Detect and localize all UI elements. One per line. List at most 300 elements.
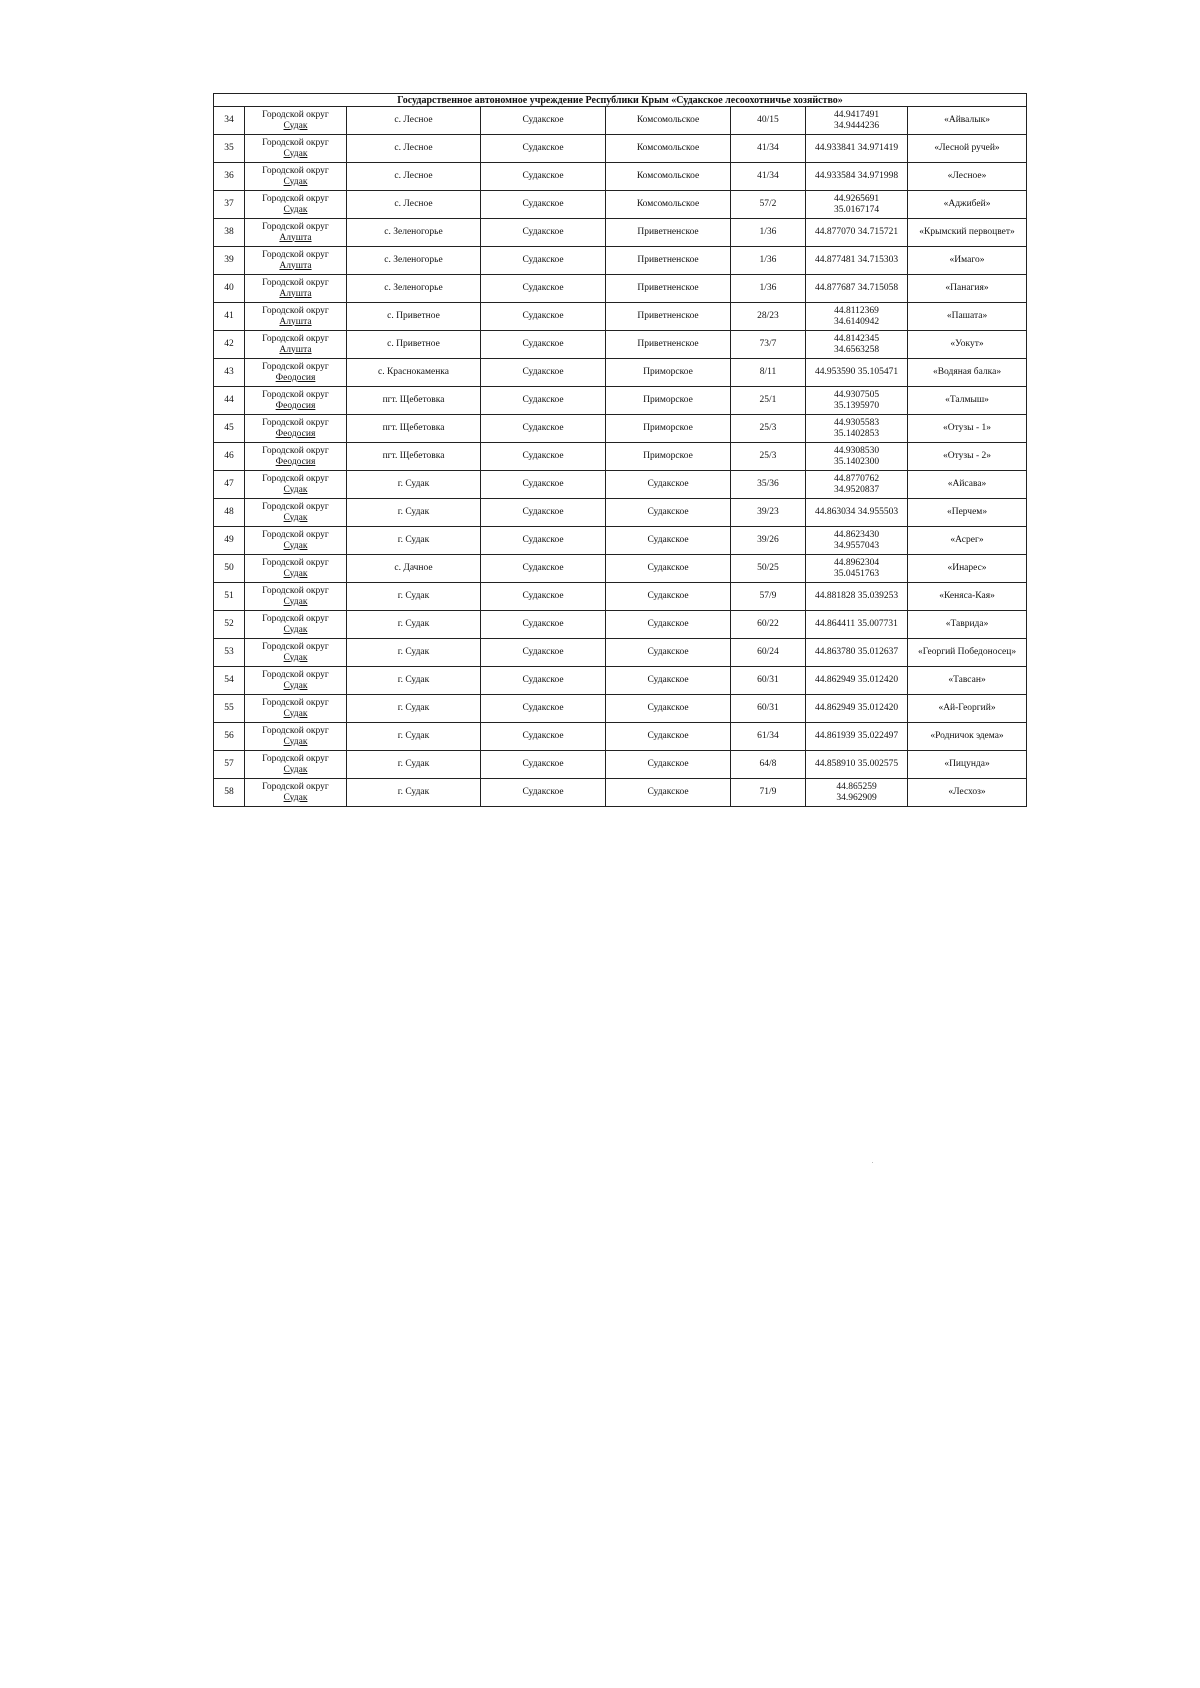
row-number: 47 <box>214 471 245 499</box>
section-cell: Судакское <box>606 555 731 583</box>
district-cell-line: Городской округ <box>262 782 329 792</box>
table-row <box>214 583 1027 611</box>
block-cell: 1/36 <box>731 247 806 275</box>
section-cell: Комсомольское <box>606 107 731 135</box>
district-cell <box>245 359 347 387</box>
locality-cell: пгт. Щебетовка <box>347 387 481 415</box>
district-cell-line: Городской округ <box>262 138 329 148</box>
coordinates-cell <box>806 415 908 443</box>
forestry-cell: Судакское <box>481 639 606 667</box>
forestry-cell: Судакское <box>481 387 606 415</box>
forestry-cell: Судакское <box>481 695 606 723</box>
object-name-cell: «Аджибей» <box>908 191 1027 219</box>
coordinates-cell-line: 44.8962304 <box>833 558 880 568</box>
coordinates-cell-line: 44.9417491 <box>833 110 880 120</box>
district-cell-line: Алушта <box>279 232 312 243</box>
block-cell: 41/34 <box>731 135 806 163</box>
row-number: 37 <box>214 191 245 219</box>
block-cell: 73/7 <box>731 331 806 359</box>
district-cell-line: Судак <box>283 568 308 579</box>
block-cell: 57/2 <box>731 191 806 219</box>
coordinates-cell-line: 34.6140942 <box>833 316 880 327</box>
section-cell: Приморское <box>606 387 731 415</box>
section-cell: Судакское <box>606 667 731 695</box>
coordinates-cell-line: 44.862949 35.012420 <box>814 675 899 686</box>
district-cell-line: Судак <box>283 792 308 803</box>
locality-cell: г. Судак <box>347 695 481 723</box>
coordinates-cell <box>806 219 908 247</box>
coordinates-cell <box>806 303 908 331</box>
locality-cell: с. Зеленогорье <box>347 275 481 303</box>
coordinates-cell-line: 44.863780 35.012637 <box>814 647 899 658</box>
district-cell <box>245 639 347 667</box>
coordinates-cell-line: 34.6563258 <box>833 344 880 355</box>
district-cell-line: Судак <box>283 680 308 691</box>
table-row <box>214 499 1027 527</box>
block-cell: 39/23 <box>731 499 806 527</box>
district-cell-line: Судак <box>283 736 308 747</box>
locality-cell: с. Приветное <box>347 331 481 359</box>
section-cell: Приморское <box>606 359 731 387</box>
object-name-cell: «Таврида» <box>908 611 1027 639</box>
row-number: 43 <box>214 359 245 387</box>
table-title: Государственное автономное учреждение Республики Крым «Судакское лесоохотничье хозяйство» <box>214 94 1027 107</box>
locality-cell: г. Судак <box>347 471 481 499</box>
coordinates-cell-line: 44.863034 34.955503 <box>814 507 899 518</box>
coordinates-cell-line: 34.9520837 <box>833 484 880 495</box>
coordinates-cell-line: 44.861939 35.022497 <box>814 731 899 742</box>
coordinates-cell <box>806 639 908 667</box>
district-cell <box>245 779 347 807</box>
forestry-cell: Судакское <box>481 527 606 555</box>
block-cell: 71/9 <box>731 779 806 807</box>
section-cell: Приветненское <box>606 247 731 275</box>
district-cell-line: Городской округ <box>262 194 329 204</box>
block-cell: 50/25 <box>731 555 806 583</box>
section-cell: Судакское <box>606 499 731 527</box>
district-cell <box>245 471 347 499</box>
district-cell-line: Городской округ <box>262 670 329 680</box>
locality-cell: г. Судак <box>347 723 481 751</box>
coordinates-cell-line: 35.0167174 <box>833 204 880 215</box>
row-number: 42 <box>214 331 245 359</box>
block-cell: 60/24 <box>731 639 806 667</box>
district-cell-line: Судак <box>283 148 308 159</box>
coordinates-cell <box>806 107 908 135</box>
locality-cell: с. Зеленогорье <box>347 219 481 247</box>
row-number: 38 <box>214 219 245 247</box>
row-number: 53 <box>214 639 245 667</box>
district-cell <box>245 303 347 331</box>
district-cell-line: Городской округ <box>262 110 329 120</box>
table-row <box>214 751 1027 779</box>
row-number: 56 <box>214 723 245 751</box>
coordinates-cell <box>806 387 908 415</box>
table-row <box>214 611 1027 639</box>
district-cell-line: Судак <box>283 624 308 635</box>
coordinates-cell <box>806 135 908 163</box>
object-name-cell: «Лесной ручей» <box>908 135 1027 163</box>
object-name-cell: «Асрег» <box>908 527 1027 555</box>
coordinates-cell-line: 44.9307505 <box>833 390 880 400</box>
coordinates-cell-line: 44.862949 35.012420 <box>814 703 899 714</box>
district-cell-line: Судак <box>283 512 308 523</box>
table-row <box>214 471 1027 499</box>
object-name-cell: «Пашата» <box>908 303 1027 331</box>
district-cell-line: Городской округ <box>262 362 329 372</box>
coordinates-cell-line: 35.1395970 <box>833 400 880 411</box>
district-cell-line: Феодосия <box>275 400 316 411</box>
district-cell-line: Судак <box>283 708 308 719</box>
row-number: 50 <box>214 555 245 583</box>
section-cell: Судакское <box>606 527 731 555</box>
object-name-cell: «Айсава» <box>908 471 1027 499</box>
block-cell: 8/11 <box>731 359 806 387</box>
district-cell <box>245 695 347 723</box>
coordinates-cell-line: 44.877070 34.715721 <box>814 227 899 238</box>
scan-speck <box>872 1162 873 1163</box>
table-row <box>214 443 1027 471</box>
table-title-row <box>214 94 1027 107</box>
table-row <box>214 527 1027 555</box>
district-cell <box>245 191 347 219</box>
district-cell-line: Городской округ <box>262 558 329 568</box>
coordinates-cell <box>806 163 908 191</box>
object-name-cell: «Отузы - 2» <box>908 443 1027 471</box>
district-cell <box>245 555 347 583</box>
coordinates-cell-line: 44.953590 35.105471 <box>814 367 899 378</box>
coordinates-cell-line: 44.865259 <box>836 782 877 792</box>
table-row <box>214 359 1027 387</box>
forestry-cell: Судакское <box>481 247 606 275</box>
object-name-cell: «Айвалык» <box>908 107 1027 135</box>
block-cell: 1/36 <box>731 275 806 303</box>
locality-cell: с. Лесное <box>347 191 481 219</box>
object-name-cell: «Тавсан» <box>908 667 1027 695</box>
district-cell-line: Городской округ <box>262 586 329 596</box>
table-row <box>214 695 1027 723</box>
section-cell: Судакское <box>606 611 731 639</box>
district-cell-line: Алушта <box>279 288 312 299</box>
section-cell: Приморское <box>606 443 731 471</box>
coordinates-cell-line: 44.8112369 <box>834 306 879 316</box>
table-row <box>214 135 1027 163</box>
table-row <box>214 191 1027 219</box>
coordinates-cell <box>806 359 908 387</box>
object-name-cell: «Кеняса-Кая» <box>908 583 1027 611</box>
locality-cell: г. Судак <box>347 611 481 639</box>
object-name-cell: «Водяная балка» <box>908 359 1027 387</box>
district-cell-line: Судак <box>283 484 308 495</box>
coordinates-cell-line: 44.9305583 <box>833 418 880 428</box>
section-cell: Приветненское <box>606 219 731 247</box>
row-number: 40 <box>214 275 245 303</box>
section-cell: Комсомольское <box>606 163 731 191</box>
district-cell-line: Городской округ <box>262 278 329 288</box>
forestry-cell: Судакское <box>481 667 606 695</box>
coordinates-cell-line: 34.962909 <box>836 792 877 803</box>
district-cell <box>245 107 347 135</box>
object-name-cell: «Крымский первоцвет» <box>908 219 1027 247</box>
object-name-cell: «Имаго» <box>908 247 1027 275</box>
locality-cell: с. Краснокаменка <box>347 359 481 387</box>
forestry-cell: Судакское <box>481 443 606 471</box>
locality-cell: с. Лесное <box>347 163 481 191</box>
row-number: 52 <box>214 611 245 639</box>
locality-cell: с. Лесное <box>347 107 481 135</box>
coordinates-cell-line: 44.877687 34.715058 <box>814 283 899 294</box>
object-name-cell: «Ай-Георгий» <box>908 695 1027 723</box>
coordinates-cell <box>806 527 908 555</box>
coordinates-cell-line: 34.9444236 <box>833 120 880 131</box>
locality-cell: с. Зеленогорье <box>347 247 481 275</box>
coordinates-cell-line: 44.8623430 <box>833 530 880 540</box>
locality-cell: с. Лесное <box>347 135 481 163</box>
district-cell <box>245 751 347 779</box>
forestry-cell: Судакское <box>481 107 606 135</box>
district-cell-line: Городской округ <box>262 474 329 484</box>
row-number: 51 <box>214 583 245 611</box>
locality-cell: г. Судак <box>347 583 481 611</box>
forestry-cell: Судакское <box>481 135 606 163</box>
object-name-cell: «Инарес» <box>908 555 1027 583</box>
forestry-cell: Судакское <box>481 303 606 331</box>
district-cell-line: Феодосия <box>275 372 316 383</box>
forestry-cell: Судакское <box>481 331 606 359</box>
table-row <box>214 303 1027 331</box>
district-cell-line: Феодосия <box>275 456 316 467</box>
section-cell: Приветненское <box>606 331 731 359</box>
locality-cell: пгт. Щебетовка <box>347 443 481 471</box>
table-row <box>214 331 1027 359</box>
forestry-cell: Судакское <box>481 555 606 583</box>
section-cell: Судакское <box>606 583 731 611</box>
district-cell-line: Городской округ <box>262 390 329 400</box>
block-cell: 25/3 <box>731 443 806 471</box>
row-number: 45 <box>214 415 245 443</box>
section-cell: Судакское <box>606 639 731 667</box>
locality-cell: с. Дачное <box>347 555 481 583</box>
district-cell-line: Городской округ <box>262 166 329 176</box>
district-cell <box>245 499 347 527</box>
coordinates-cell-line: 44.9265691 <box>833 194 880 204</box>
district-cell-line: Городской округ <box>262 502 329 512</box>
district-cell <box>245 611 347 639</box>
district-cell-line: Городской округ <box>262 698 329 708</box>
district-cell <box>245 583 347 611</box>
table-row <box>214 387 1027 415</box>
coordinates-cell <box>806 611 908 639</box>
row-number: 44 <box>214 387 245 415</box>
section-cell: Комсомольское <box>606 191 731 219</box>
coordinates-cell <box>806 751 908 779</box>
district-cell-line: Алушта <box>279 344 312 355</box>
row-number: 41 <box>214 303 245 331</box>
locality-cell: г. Судак <box>347 527 481 555</box>
row-number: 46 <box>214 443 245 471</box>
coordinates-cell <box>806 191 908 219</box>
table-row <box>214 667 1027 695</box>
coordinates-cell-line: 44.8142345 <box>833 334 880 344</box>
table-row <box>214 639 1027 667</box>
district-cell <box>245 247 347 275</box>
district-cell <box>245 275 347 303</box>
coordinates-cell-line: 44.864411 35.007731 <box>815 619 898 630</box>
block-cell: 35/36 <box>731 471 806 499</box>
data-table <box>213 93 1027 807</box>
district-cell <box>245 219 347 247</box>
block-cell: 25/3 <box>731 415 806 443</box>
coordinates-cell <box>806 331 908 359</box>
table-row <box>214 275 1027 303</box>
district-cell-line: Городской округ <box>262 250 329 260</box>
district-cell-line: Судак <box>283 652 308 663</box>
coordinates-cell-line: 44.933841 34.971419 <box>814 143 899 154</box>
forestry-cell: Судакское <box>481 723 606 751</box>
section-cell: Судакское <box>606 471 731 499</box>
locality-cell: пгт. Щебетовка <box>347 415 481 443</box>
coordinates-cell <box>806 499 908 527</box>
district-cell <box>245 723 347 751</box>
row-number: 39 <box>214 247 245 275</box>
district-cell <box>245 163 347 191</box>
section-cell: Приветненское <box>606 303 731 331</box>
table-row <box>214 555 1027 583</box>
coordinates-cell-line: 44.877481 34.715303 <box>814 255 899 266</box>
forestry-cell: Судакское <box>481 751 606 779</box>
district-cell-line: Судак <box>283 764 308 775</box>
object-name-cell: «Панагия» <box>908 275 1027 303</box>
table-row <box>214 247 1027 275</box>
row-number: 57 <box>214 751 245 779</box>
forestry-cell: Судакское <box>481 415 606 443</box>
object-name-cell: «Лесное» <box>908 163 1027 191</box>
object-name-cell: «Родничок эдема» <box>908 723 1027 751</box>
district-cell-line: Городской округ <box>262 446 329 456</box>
coordinates-cell-line: 35.1402300 <box>833 456 880 467</box>
block-cell: 1/36 <box>731 219 806 247</box>
forestry-cell: Судакское <box>481 779 606 807</box>
district-cell <box>245 443 347 471</box>
section-cell: Судакское <box>606 723 731 751</box>
forestry-cell: Судакское <box>481 471 606 499</box>
forestry-cell: Судакское <box>481 499 606 527</box>
locality-cell: г. Судак <box>347 751 481 779</box>
forestry-cell: Судакское <box>481 583 606 611</box>
row-number: 36 <box>214 163 245 191</box>
coordinates-cell <box>806 471 908 499</box>
block-cell: 40/15 <box>731 107 806 135</box>
coordinates-cell <box>806 247 908 275</box>
block-cell: 60/31 <box>731 695 806 723</box>
table-row <box>214 723 1027 751</box>
district-cell-line: Городской округ <box>262 418 329 428</box>
district-cell-line: Городской округ <box>262 754 329 764</box>
block-cell: 64/8 <box>731 751 806 779</box>
block-cell: 25/1 <box>731 387 806 415</box>
table-row <box>214 415 1027 443</box>
district-cell-line: Городской округ <box>262 306 329 316</box>
object-name-cell: «Пицунда» <box>908 751 1027 779</box>
coordinates-cell <box>806 779 908 807</box>
row-number: 34 <box>214 107 245 135</box>
forestry-cell: Судакское <box>481 191 606 219</box>
coordinates-cell <box>806 583 908 611</box>
district-cell-line: Городской округ <box>262 642 329 652</box>
coordinates-cell <box>806 695 908 723</box>
locality-cell: г. Судак <box>347 779 481 807</box>
district-cell-line: Судак <box>283 204 308 215</box>
locality-cell: г. Судак <box>347 639 481 667</box>
block-cell: 61/34 <box>731 723 806 751</box>
object-name-cell: «Георгий Победоносец» <box>908 639 1027 667</box>
block-cell: 28/23 <box>731 303 806 331</box>
object-name-cell: «Уокут» <box>908 331 1027 359</box>
block-cell: 60/31 <box>731 667 806 695</box>
district-cell-line: Судак <box>283 596 308 607</box>
locality-cell: с. Приветное <box>347 303 481 331</box>
section-cell: Комсомольское <box>606 135 731 163</box>
table-row <box>214 163 1027 191</box>
block-cell: 60/22 <box>731 611 806 639</box>
object-name-cell: «Талмыш» <box>908 387 1027 415</box>
block-cell: 39/26 <box>731 527 806 555</box>
coordinates-cell-line: 44.881828 35.039253 <box>814 591 899 602</box>
district-cell-line: Городской округ <box>262 334 329 344</box>
table-row <box>214 107 1027 135</box>
district-cell-line: Судак <box>283 540 308 551</box>
district-cell-line: Алушта <box>279 316 312 327</box>
coordinates-cell <box>806 723 908 751</box>
section-cell: Судакское <box>606 779 731 807</box>
forestry-cell: Судакское <box>481 219 606 247</box>
section-cell: Судакское <box>606 751 731 779</box>
coordinates-cell-line: 44.933584 34.971998 <box>814 171 899 182</box>
coordinates-cell-line: 44.858910 35.002575 <box>814 759 899 770</box>
row-number: 35 <box>214 135 245 163</box>
district-cell-line: Городской округ <box>262 222 329 232</box>
district-cell-line: Судак <box>283 120 308 131</box>
block-cell: 57/9 <box>731 583 806 611</box>
district-cell <box>245 387 347 415</box>
row-number: 58 <box>214 779 245 807</box>
forestry-cell: Судакское <box>481 163 606 191</box>
section-cell: Приморское <box>606 415 731 443</box>
row-number: 49 <box>214 527 245 555</box>
table-row <box>214 779 1027 807</box>
object-name-cell: «Отузы - 1» <box>908 415 1027 443</box>
district-cell-line: Городской округ <box>262 726 329 736</box>
coordinates-cell-line: 35.0451763 <box>833 568 880 579</box>
object-name-cell: «Лесхоз» <box>908 779 1027 807</box>
coordinates-cell <box>806 275 908 303</box>
row-number: 55 <box>214 695 245 723</box>
coordinates-cell-line: 44.8770762 <box>833 474 880 484</box>
forestry-cell: Судакское <box>481 359 606 387</box>
district-cell-line: Городской округ <box>262 530 329 540</box>
coordinates-cell <box>806 443 908 471</box>
locality-cell: г. Судак <box>347 667 481 695</box>
coordinates-cell-line: 44.9308530 <box>833 446 880 456</box>
object-name-cell: «Перчем» <box>908 499 1027 527</box>
row-number: 48 <box>214 499 245 527</box>
district-cell <box>245 331 347 359</box>
section-cell: Судакское <box>606 695 731 723</box>
row-number: 54 <box>214 667 245 695</box>
district-cell <box>245 135 347 163</box>
coordinates-cell <box>806 555 908 583</box>
forestry-cell: Судакское <box>481 611 606 639</box>
